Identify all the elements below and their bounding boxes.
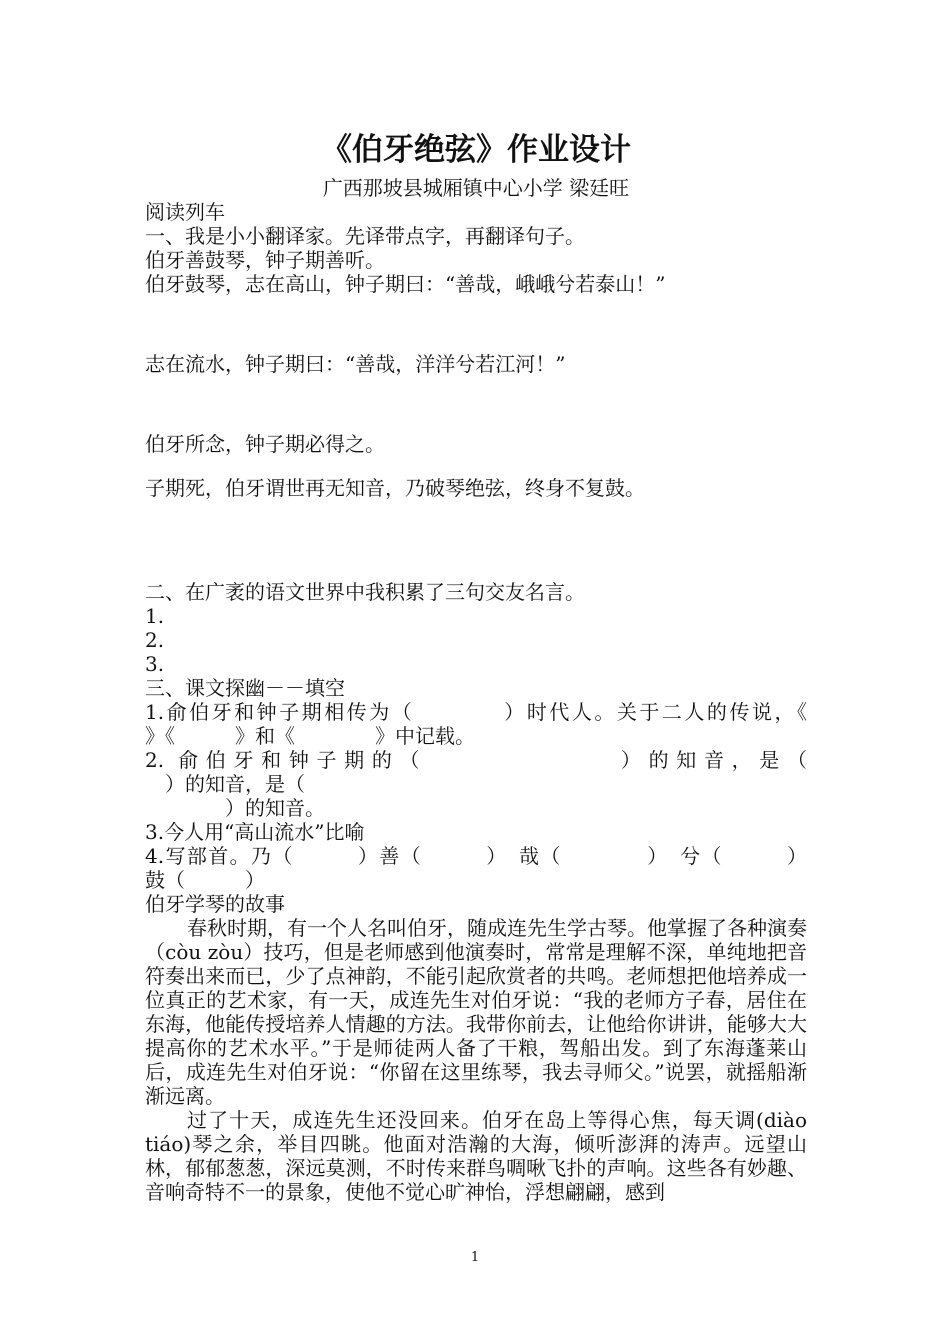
- q1-line: 子期死，伯牙谓世再无知音，乃破琴绝弦，终身不复鼓。: [145, 476, 645, 500]
- q2-heading: 二、在广袤的语文世界中我积累了三句交友名言。: [145, 580, 585, 604]
- q2-item: 3.: [145, 652, 165, 676]
- q3-line-2b: ）的知音，是（: [145, 772, 305, 796]
- document-title: 《伯牙绝弦》作业设计: [321, 132, 631, 168]
- story-paragraph: 过了十天，成连先生还没回来。伯牙在岛上等得心焦，每天调(diào tiáo)琴之余，举目四眺。他面对浩瀚的大海，倾听澎湃的涛声。远望山林，郁郁葱葱，深远莫测，不时传来群鸟啁啾飞扑的声响。这些各有妙趣、音响奇特不一的景象，使他不觉心旷神怡，浮想翩翩，感到: [145, 1108, 807, 1204]
- q3-line-1b: 》《 》和《 》中记载。: [145, 724, 475, 748]
- q3-heading: 三、课文探幽－－填空: [145, 676, 345, 700]
- section-label: 阅读列车: [145, 200, 225, 224]
- q1-heading: 一、我是小小翻译家。先译带点字，再翻译句子。: [145, 224, 585, 248]
- story-paragraph: 春秋时期，有一个人名叫伯牙，随成连先生学古琴。他掌握了各种演奏（còu zòu）技巧，但是老师感到他演奏时，常常是理解不深，单纯地把音符奏出来而已，少了点神韵，不能引起欣赏者的共鸣。老师想把他培养成一位真正的艺术家，有一天，成连先生对伯牙说：“我的老师方子春，居住在东海，他能传授培养人情趣的方法。我带你前去，让他给你讲讲，能够大大提高你的艺术水平。”于是师徒两人备了干粮，驾船出发。到了东海蓬莱山后，成连先生对伯牙说：“你留在这里练琴，我去寻师父。”说罢，就摇船渐渐远离。: [145, 916, 807, 1108]
- q3-line-1a: 1.俞伯牙和钟子期相传为（ ）时代人。关于二人的传说，《: [145, 700, 807, 724]
- document-page: [145, 128, 807, 1204]
- q1-line: 伯牙所念，钟子期必得之。: [145, 432, 385, 456]
- q1-line: 伯牙善鼓琴，钟子期善听。: [145, 248, 385, 272]
- answer-space: [145, 296, 807, 352]
- answer-space: [145, 456, 807, 476]
- q1-line: 伯牙鼓琴，志在高山，钟子期曰：“善哉，峨峨兮若泰山！”: [145, 272, 666, 296]
- q3-line-3: 3.今人用“高山流水”比喻: [145, 820, 365, 844]
- q3-line-4a: 4.写部首。乃（ ）善（ ） 哉（ ） 兮（ ）: [145, 844, 807, 868]
- answer-space: [145, 376, 807, 432]
- q3-line-2c: ）的知音。: [145, 796, 325, 820]
- q1-line: 志在流水，钟子期曰：“善哉，洋洋兮若江河！”: [145, 352, 566, 376]
- answer-space: [145, 500, 807, 580]
- q3-line-2a: 2. 俞伯牙和钟子期的（ ）的知音，是（: [145, 748, 807, 772]
- author-line: 广西那坡县城厢镇中心小学 梁廷旺: [322, 176, 630, 200]
- story-title: 伯牙学琴的故事: [145, 892, 285, 916]
- q3-line-4b: 鼓（ ）: [145, 868, 265, 892]
- page-number: 1: [470, 1250, 480, 1265]
- q2-item: 2.: [145, 628, 165, 652]
- q2-item: 1.: [145, 604, 165, 628]
